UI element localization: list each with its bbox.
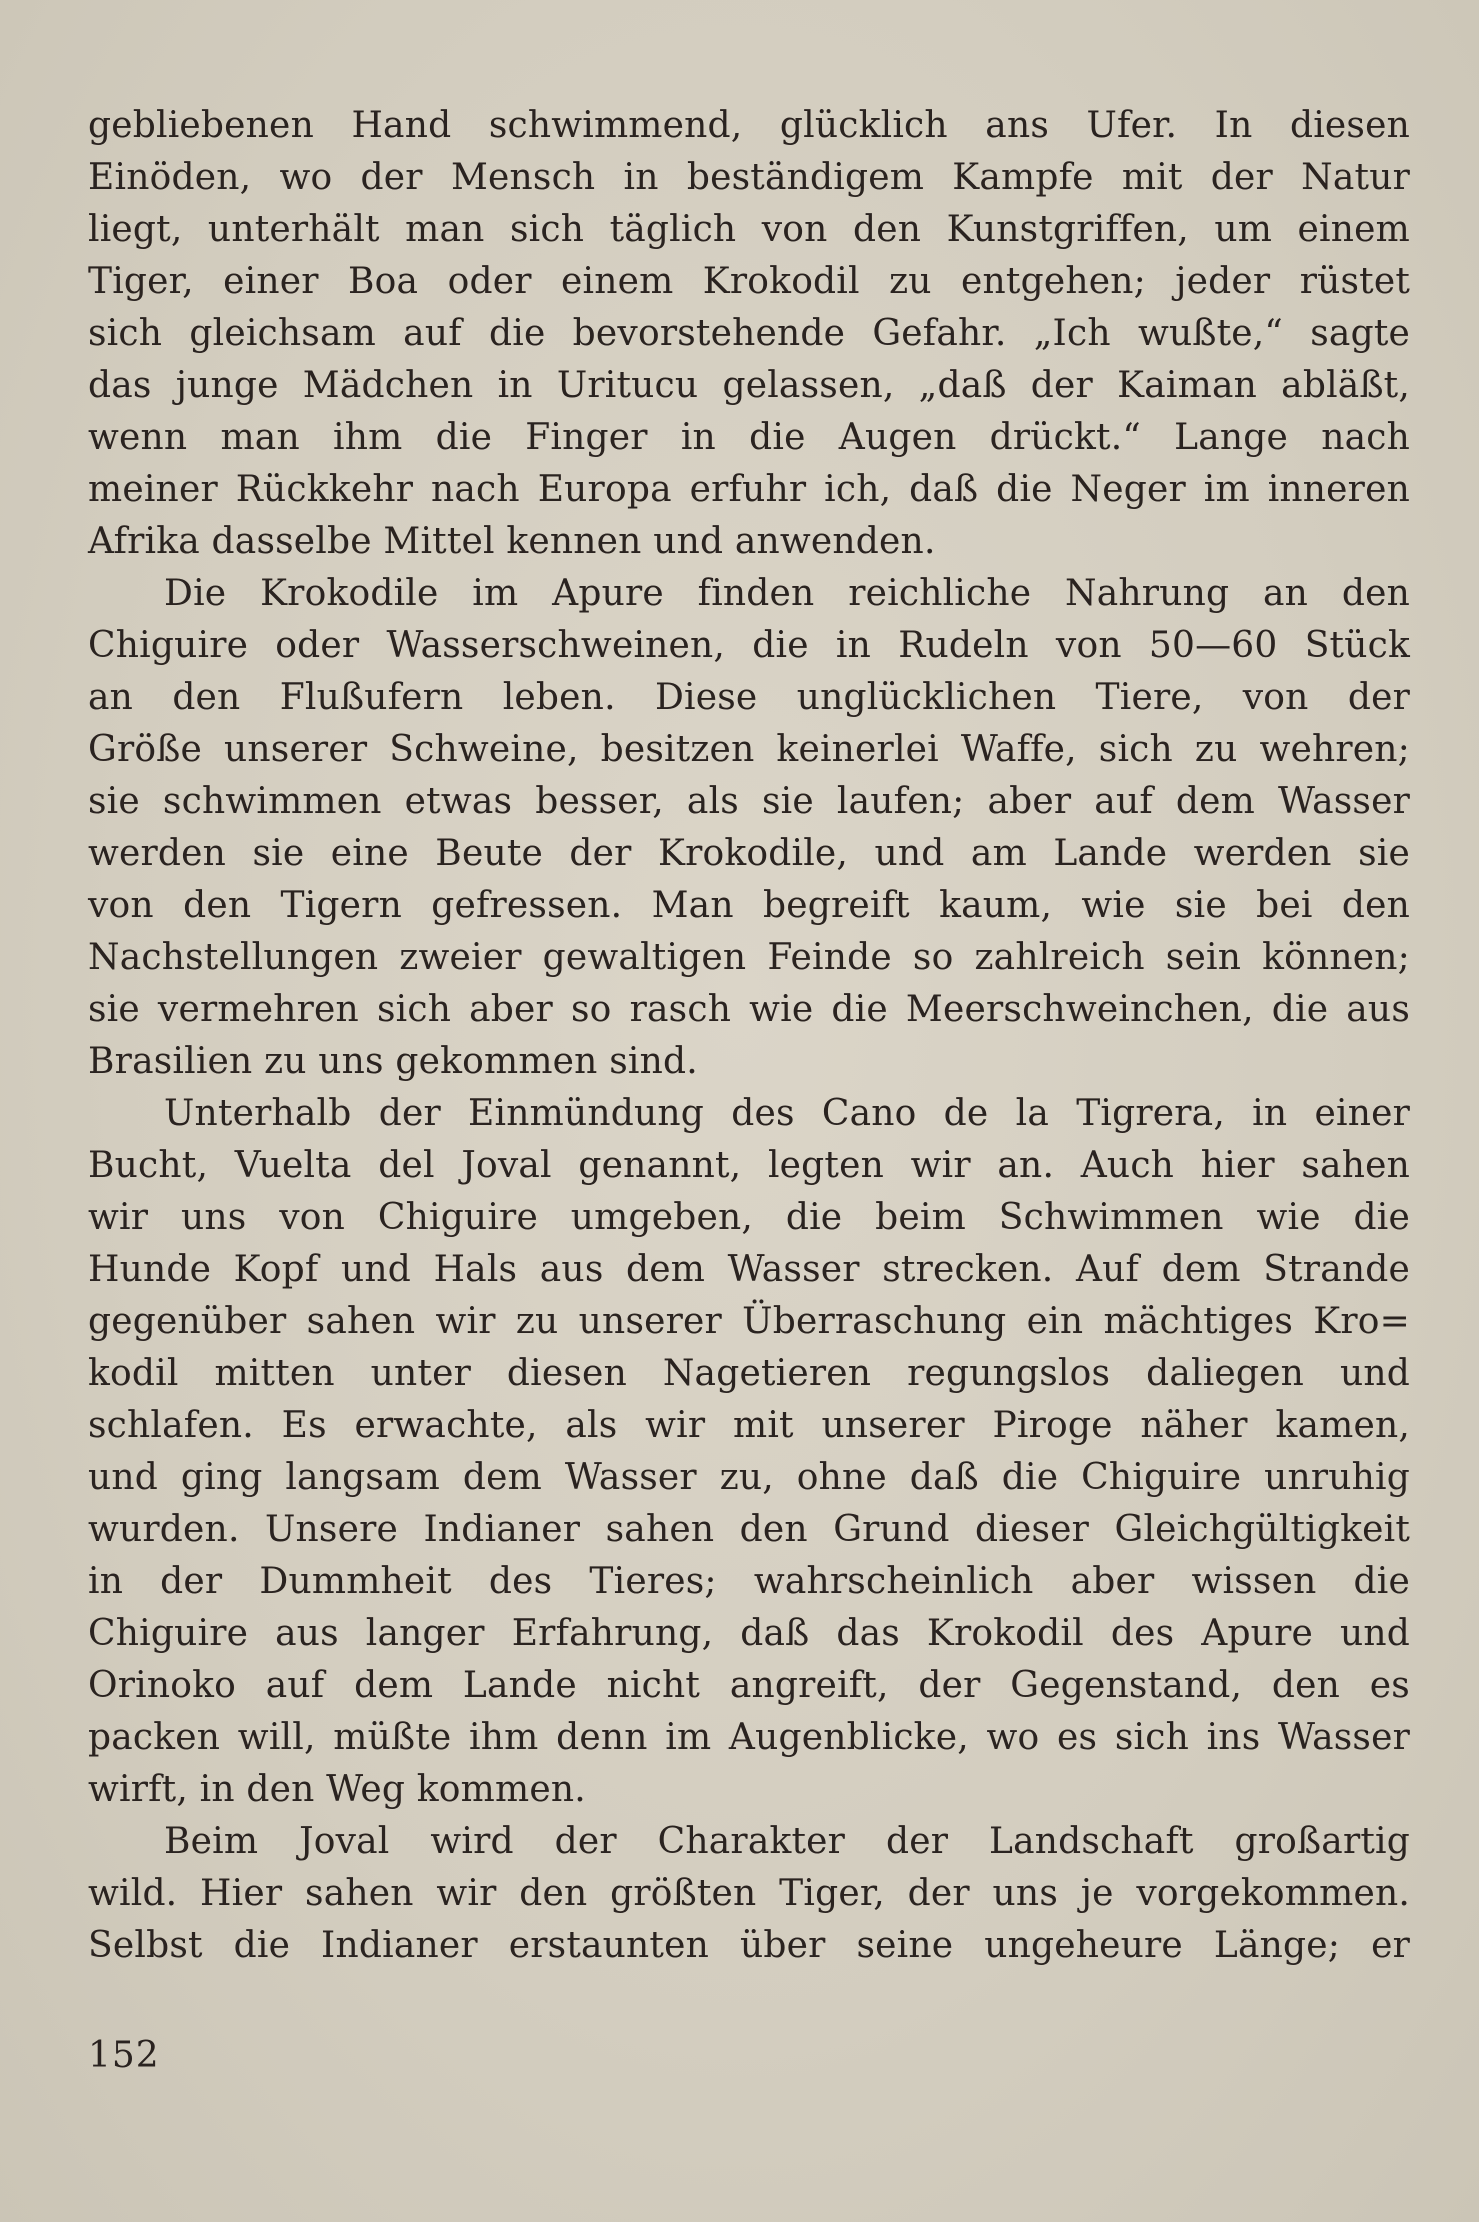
text-line: wirft, in den Weg kommen. (88, 1769, 586, 1810)
text-line: wild. Hier sahen wir den größten Tiger, der uns je vorgekommen. (88, 1873, 1410, 1914)
text-line: kodil mitten unter diesen Nagetieren regungslos daliegen und (88, 1353, 1410, 1394)
text-line: das junge Mädchen in Uritucu gelassen, „daß der Kaiman abläßt, (88, 365, 1410, 406)
text-line: von den Tigern gefressen. Man begreift kaum, wie sie bei den (88, 885, 1410, 926)
text-line: Nachstellungen zweier gewaltigen Feinde so zahlreich sein können; (88, 937, 1410, 978)
text-line: Beim Joval wird der Charakter der Landschaft großartig (164, 1821, 1410, 1862)
text-line: Größe unserer Schweine, besitzen keinerlei Waffe, sich zu wehren; (88, 729, 1410, 770)
text-line: Chiguire aus langer Erfahrung, daß das Krokodil des Apure und (88, 1613, 1410, 1654)
text-line: Orinoko auf dem Lande nicht angreift, der Gegenstand, den es (88, 1665, 1410, 1706)
text-line: wenn man ihm die Finger in die Augen drückt.“ Lange nach (88, 417, 1410, 458)
text-line: in der Dummheit des Tieres; wahrscheinlich aber wissen die (88, 1561, 1410, 1602)
text-line: Tiger, einer Boa oder einem Krokodil zu entgehen; jeder rüstet (88, 261, 1410, 302)
text-line: Hunde Kopf und Hals aus dem Wasser strecken. Auf dem Strande (88, 1249, 1410, 1290)
text-line: werden sie eine Beute der Krokodile, und am Lande werden sie (88, 833, 1410, 874)
text-line: Selbst die Indianer erstaunten über seine ungeheure Länge; er (88, 1925, 1410, 1966)
text-line: wurden. Unsere Indianer sahen den Grund dieser Gleichgültigkeit (88, 1509, 1410, 1550)
book-page (88, 100, 1410, 2180)
page-number: 152 (88, 2035, 160, 2076)
text-line: meiner Rückkehr nach Europa erfuhr ich, daß die Neger im inneren (88, 469, 1410, 510)
text-line: schlafen. Es erwachte, als wir mit unserer Piroge näher kamen, (88, 1405, 1410, 1446)
text-line: Die Krokodile im Apure finden reichliche Nahrung an den (164, 573, 1410, 614)
text-line: gegenüber sahen wir zu unserer Überraschung ein mächtiges Kro= (88, 1301, 1410, 1342)
text-line: Unterhalb der Einmündung des Cano de la Tigrera, in einer (164, 1093, 1410, 1134)
text-line: wir uns von Chiguire umgeben, die beim Schwimmen wie die (88, 1197, 1410, 1238)
text-line: Bucht, Vuelta del Joval genannt, legten wir an. Auch hier sahen (88, 1145, 1410, 1186)
text-line: liegt, unterhält man sich täglich von den Kunstgriffen, um einem (88, 209, 1410, 250)
text-line: packen will, müßte ihm denn im Augenblicke, wo es sich ins Wasser (88, 1717, 1410, 1758)
text-line: und ging langsam dem Wasser zu, ohne daß die Chiguire unruhig (88, 1457, 1410, 1498)
text-line: gebliebenen Hand schwimmend, glücklich ans Ufer. In diesen (88, 105, 1410, 146)
text-line: Chiguire oder Wasserschweinen, die in Rudeln von 50—60 Stück (88, 625, 1410, 666)
text-line: sie schwimmen etwas besser, als sie laufen; aber auf dem Wasser (88, 781, 1410, 822)
text-line: Brasilien zu uns gekommen sind. (88, 1041, 698, 1082)
text-line: Einöden, wo der Mensch in beständigem Kampfe mit der Natur (88, 157, 1410, 198)
body-text (88, 100, 1410, 1972)
text-line: sich gleichsam auf die bevorstehende Gefahr. „Ich wußte,“ sagte (88, 313, 1410, 354)
text-line: an den Flußufern leben. Diese unglücklichen Tiere, von der (88, 677, 1410, 718)
text-line: Afrika dasselbe Mittel kennen und anwenden. (88, 521, 936, 562)
text-line: sie vermehren sich aber so rasch wie die Meerschweinchen, die aus (88, 989, 1410, 1030)
